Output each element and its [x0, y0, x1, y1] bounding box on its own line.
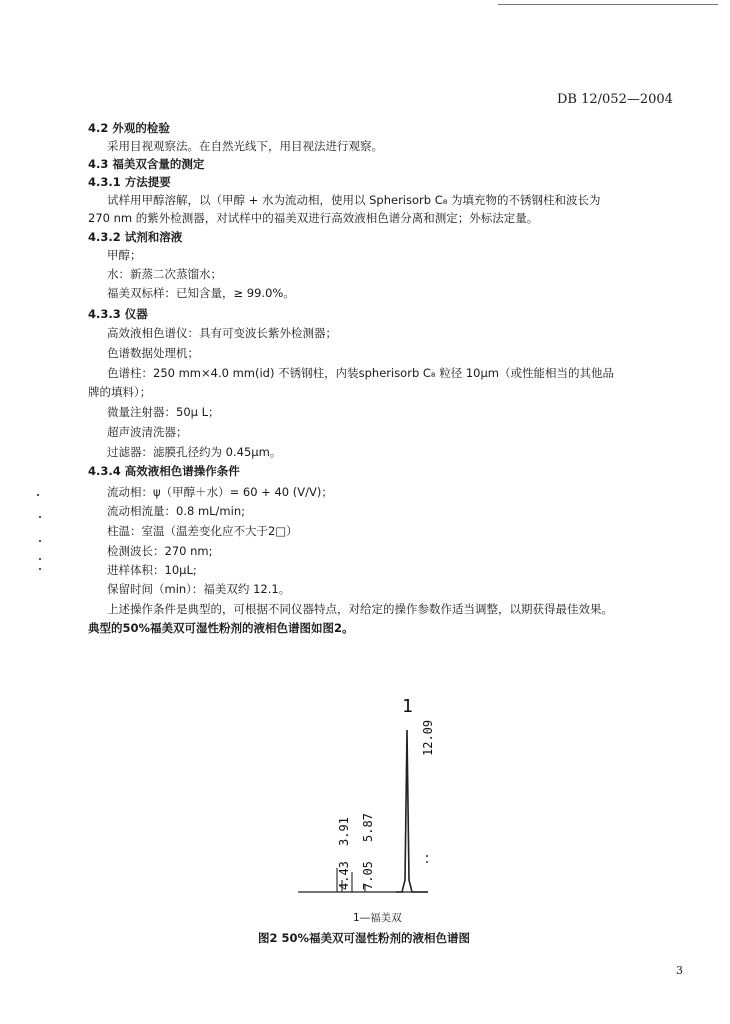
scan-speck: [39, 558, 41, 560]
section-4-3-title: 4.3 福美双含量的测定: [88, 157, 205, 171]
instrument-column-line1: 色谱柱：250 mm×4.0 mm(id) 不锈钢柱，内装spherisorb C₈ 粒径 10μm（或性能相当的其他品: [107, 366, 615, 380]
retention-label-3-91: 3.91: [337, 817, 351, 846]
figure-caption: 图2 50%福美双可湿性粉剂的液相色谱图: [258, 931, 471, 945]
retention-label-5-87: 5.87: [361, 813, 375, 842]
instrument-syringe: 微量注射器：50μ L；: [107, 405, 220, 419]
instrument-ultrasonic: 超声波清洗器；: [107, 425, 188, 439]
scan-speck: [37, 494, 39, 496]
retention-label-4-43: 4.43: [337, 861, 351, 890]
section-4-2-body: 采用目视观察法。在自然光线下，用目视法进行观察。: [107, 139, 383, 153]
scan-speck: [39, 540, 41, 542]
retention-label-12-09: 12.09: [421, 719, 435, 756]
instrument-data-processor: 色谱数据处理机；: [107, 346, 199, 360]
condition-retention-time: 保留时间（min）：福美双约 12.1。: [107, 582, 291, 596]
reagent-water: 水：新蒸二次蒸馏水；: [107, 267, 222, 281]
condition-column-temp: 柱温：室温（温差变化应不大于2□）: [107, 524, 298, 538]
peak-number-label: 1: [402, 696, 413, 717]
scan-speck: [39, 568, 41, 570]
section-4-3-4-title: 4.3.4 高效液相色谱操作条件: [88, 464, 240, 478]
standard-code: DB 12/052—2004: [557, 92, 673, 107]
noise-dot: [426, 861, 428, 863]
reagent-standard: 福美双标样：已知含量，≥ 99.0%。: [107, 286, 295, 300]
page-number: 3: [676, 964, 683, 977]
reagent-methanol: 甲醇；: [107, 248, 142, 262]
instrument-hplc: 高效液相色谱仪：具有可变波长紫外检测器；: [107, 326, 337, 340]
section-4-3-1-body-line1: 试样用甲醇溶解，以（甲醇 + 水为流动相，使用以 Spherisorb C₈ 为填充物的不锈钢柱和波长为: [107, 193, 601, 207]
section-4-3-1-body-line2: 270 nm 的紫外检测器，对试样中的福美双进行高效液相色谱分离和测定；外标法定量。: [88, 211, 539, 225]
condition-wavelength: 检测波长：270 nm;: [107, 544, 213, 558]
condition-injection-volume: 进样体积：10μL;: [107, 563, 197, 577]
figure-legend: 1—福美双: [353, 912, 402, 924]
conditions-note-line1: 上述操作条件是典型的，可根据不同仪器特点，对给定的操作参数作适当调整，以期获得最佳效果。: [107, 602, 613, 616]
instrument-column-line2: 牌的填料）；: [88, 385, 152, 399]
section-4-2-title: 4.2 外观的检验: [88, 121, 170, 135]
section-4-3-2-title: 4.3.2 试剂和溶液: [88, 230, 183, 244]
section-4-3-1-title: 4.3.1 方法提要: [88, 175, 171, 189]
retention-label-7-05: 7.05: [361, 861, 375, 890]
condition-flow-rate: 流动相流量：0.8 mL/min;: [107, 504, 245, 518]
section-4-3-3-title: 4.3.3 仪器: [88, 307, 148, 321]
scan-speck: [39, 516, 41, 518]
noise-dot: [426, 855, 428, 857]
conditions-note-line2: 典型的50%福美双可湿性粉剂的液相色谱图如图2。: [88, 621, 354, 635]
condition-mobile-phase: 流动相：ψ（甲醇＋水）= 60 + 40 (V/V)；: [107, 485, 333, 499]
instrument-filter: 过滤器：滤膜孔径约为 0.45μm。: [107, 445, 282, 459]
